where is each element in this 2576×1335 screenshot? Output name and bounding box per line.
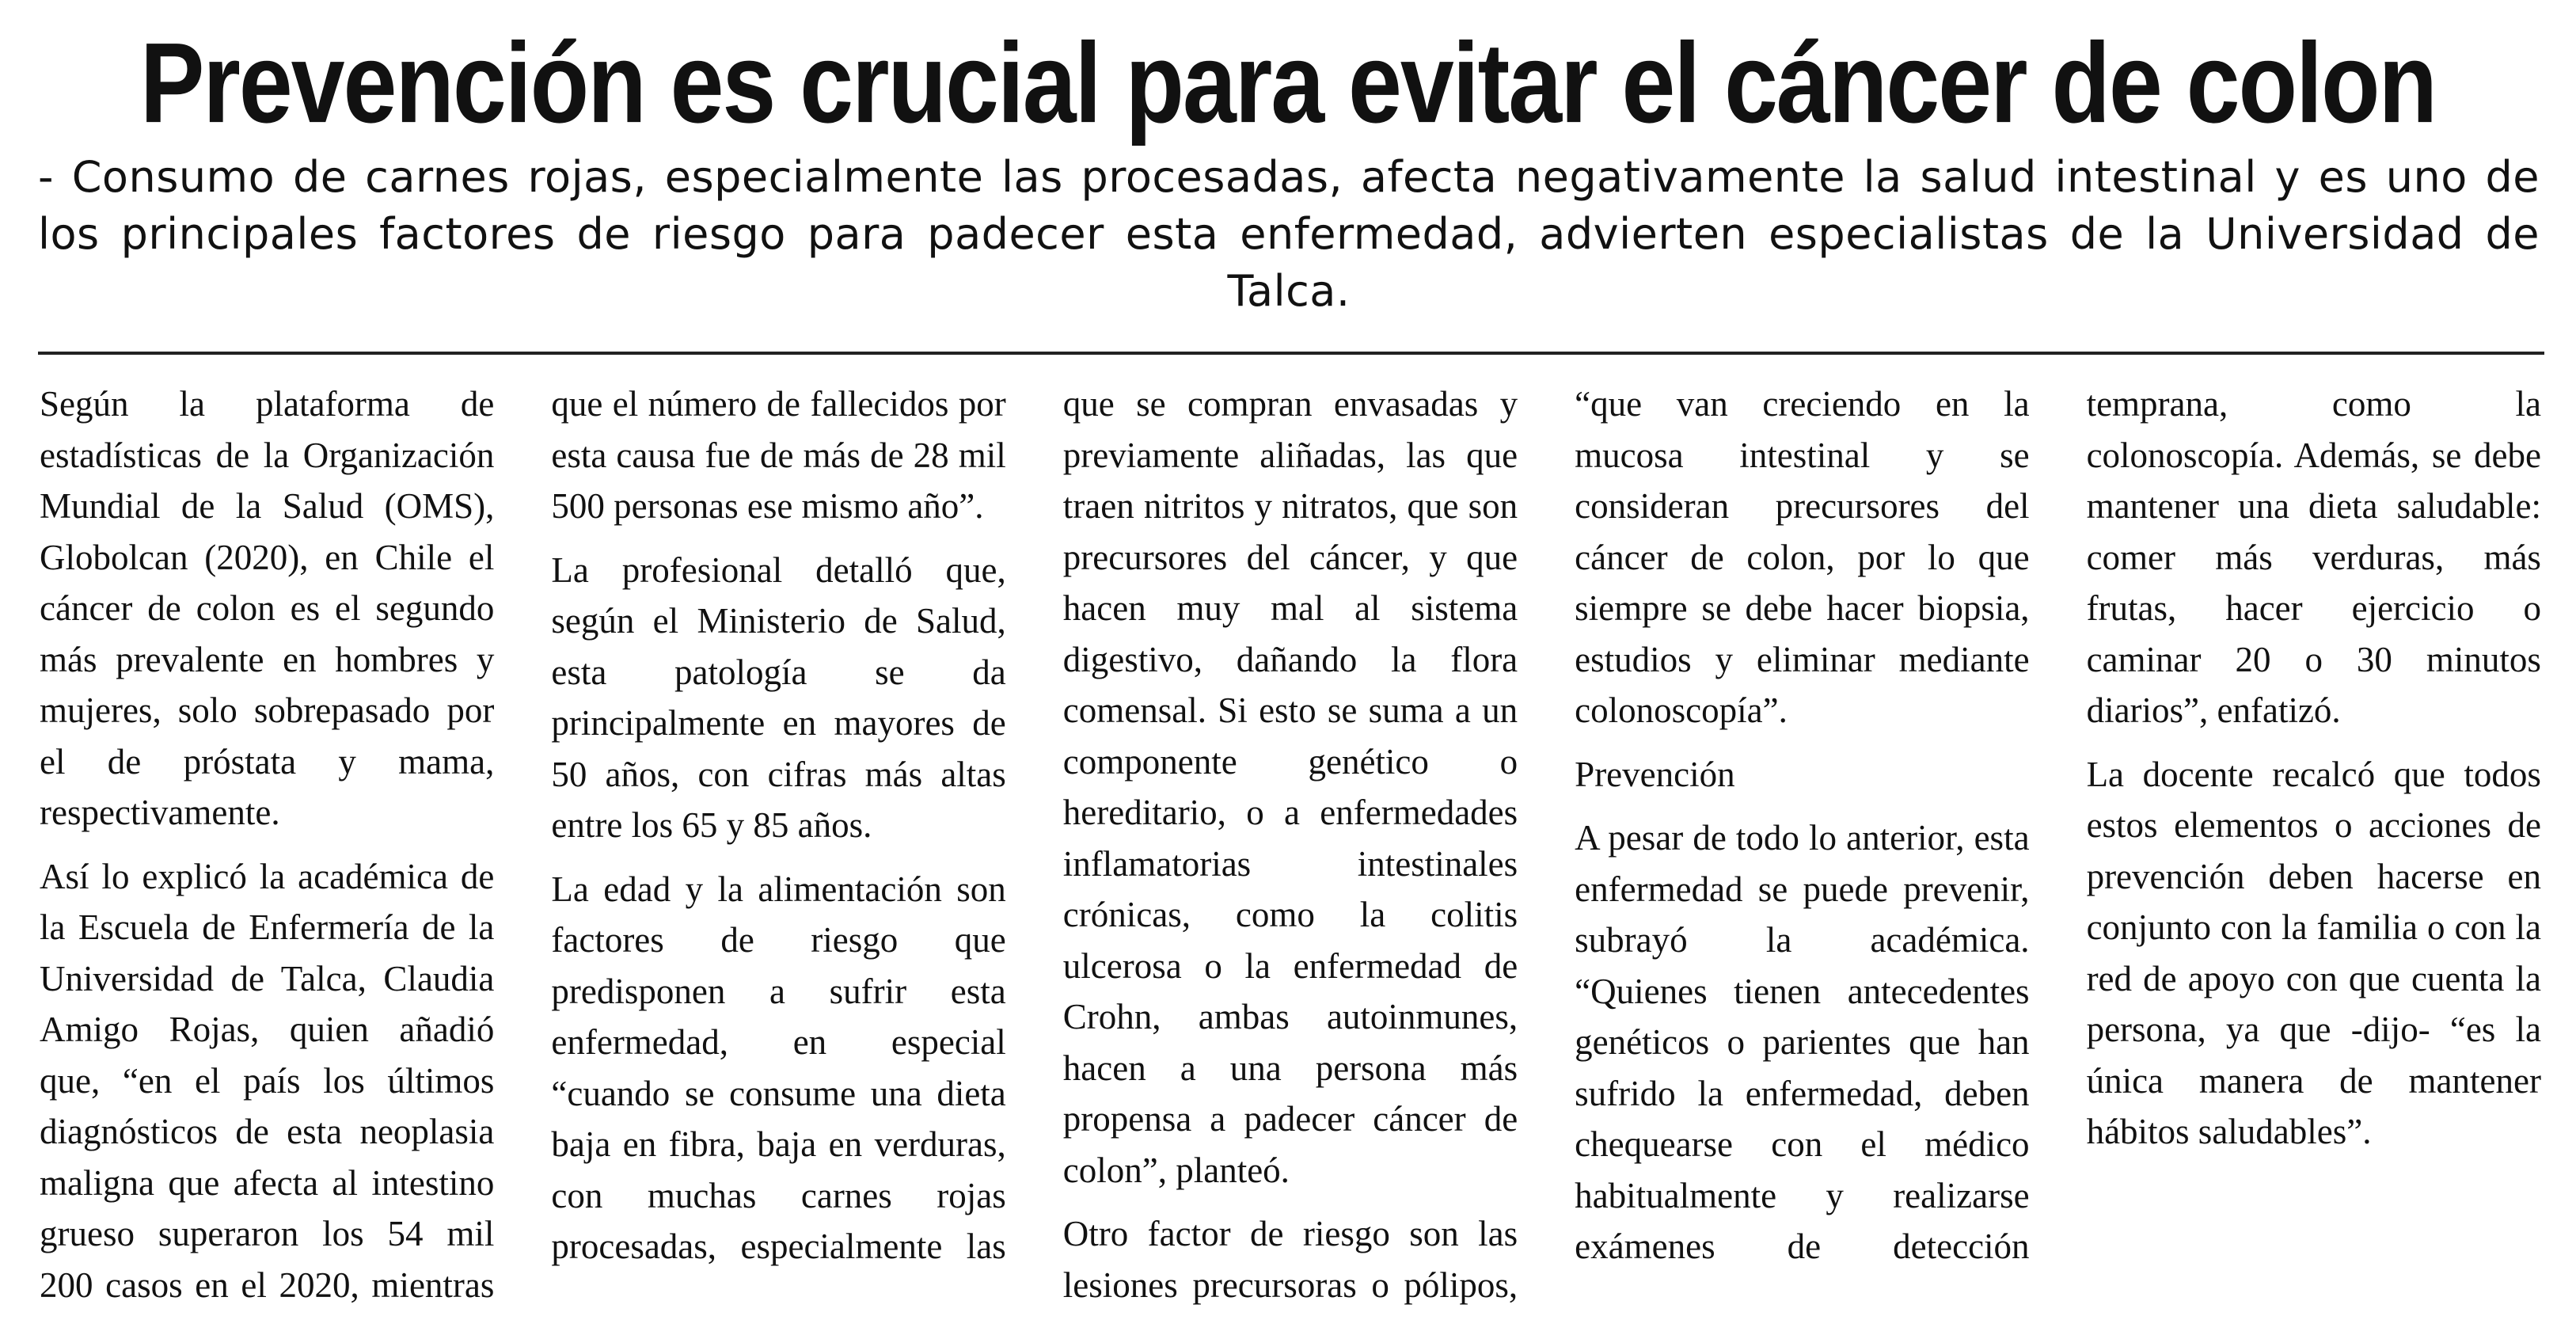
body-paragraph: Así lo explicó la académica de la Escuela de Enfermería de la Universidad de Talca, Claudia Amigo Rojas, quien añadió que, “en el país los últimos diagnósticos de esta neoplasia maligna que afecta al intestino grueso superaron los 54 mil 200 casos en el 2020, mientras que el número de fallecidos por esta causa fue de más de 28 mil 500 personas ese mismo año”. (40, 384, 1006, 1305)
article-subheadline: - Consumo de carnes rojas, especialmente las procesadas, afecta negativamente la salud intestinal y es uno de los principales factores de riesgo para padecer esta enfermedad, advierten especialistas de la Universidad de Talca. (38, 152, 2540, 316)
body-paragraph: La profesional detalló que, según el Ministerio de Salud, esta patología se da principalmente en mayores de 50 años, con cifras más altas entre los 65 y 85 años. (551, 550, 1006, 845)
body-paragraph: Otro factor de riesgo son las lesiones precursoras o pólipos, “que van creciendo en la mucosa intestinal y se consideran precursores del cáncer de colon, por lo que siempre se debe hacer biopsia, estudios y eliminar mediante colonoscopía”. (1062, 384, 2030, 1305)
body-paragraph: A pesar de todo lo anterior, esta enfermedad se puede prevenir, subrayó la académica. “Quienes tienen antecedentes genéticos o parientes que han sufrido la enfermedad, deben chequearse con el médico habitualmente y realizarse exámenes de detección temprana, como la colonoscopía. Además, se debe mantener una dieta saludable: comer más verduras, más frutas, hacer ejercicio o caminar 20 o 30 minutos diarios”, enfatizó. (1575, 384, 2541, 1266)
section-subheading: Prevención (1575, 754, 1735, 794)
article-body (40, 378, 2541, 1321)
article-headline: Prevención es crucial para evitar el cáncer de colon (139, 19, 2436, 146)
headline-divider (38, 352, 2544, 355)
body-paragraph: La edad y la alimentación son factores de riesgo que predisponen a sufrir esta enfermedad, en especial “cuando se consume una dieta baja en fibra, baja en verduras, con muchas carnes rojas procesadas, especialmente las que se compran envasadas y previamente aliñadas, las que traen nitritos y nitratos, que son precursores del cáncer, y que hacen muy mal al sistema digestivo, dañando la flora comensal. Si esto se suma a un componente genético o hereditario, o a enfermedades inflamatorias intestinales crónicas, como la colitis ulcerosa o la enfermedad de Crohn, ambas autoinmunes, hacen a una persona más propensa a padecer cáncer de colon”, planteó. (551, 384, 1518, 1266)
body-paragraph: Según la plataforma de estadísticas de la Organización Mundial de la Salud (OMS), Globolcan (2020), en Chile el cáncer de colon es el segundo más prevalente en hombres y mujeres, solo sobrepasado por el de próstata y mama, respectivamente. (40, 384, 495, 832)
body-paragraph: La docente recalcó que todos estos elementos o acciones de prevención deben hacerse en conjunto con la familia o con la red de apoyo con que cuenta la persona, ya que -dijo- “es la única manera de mantener hábitos saludables”. (2086, 754, 2541, 1151)
